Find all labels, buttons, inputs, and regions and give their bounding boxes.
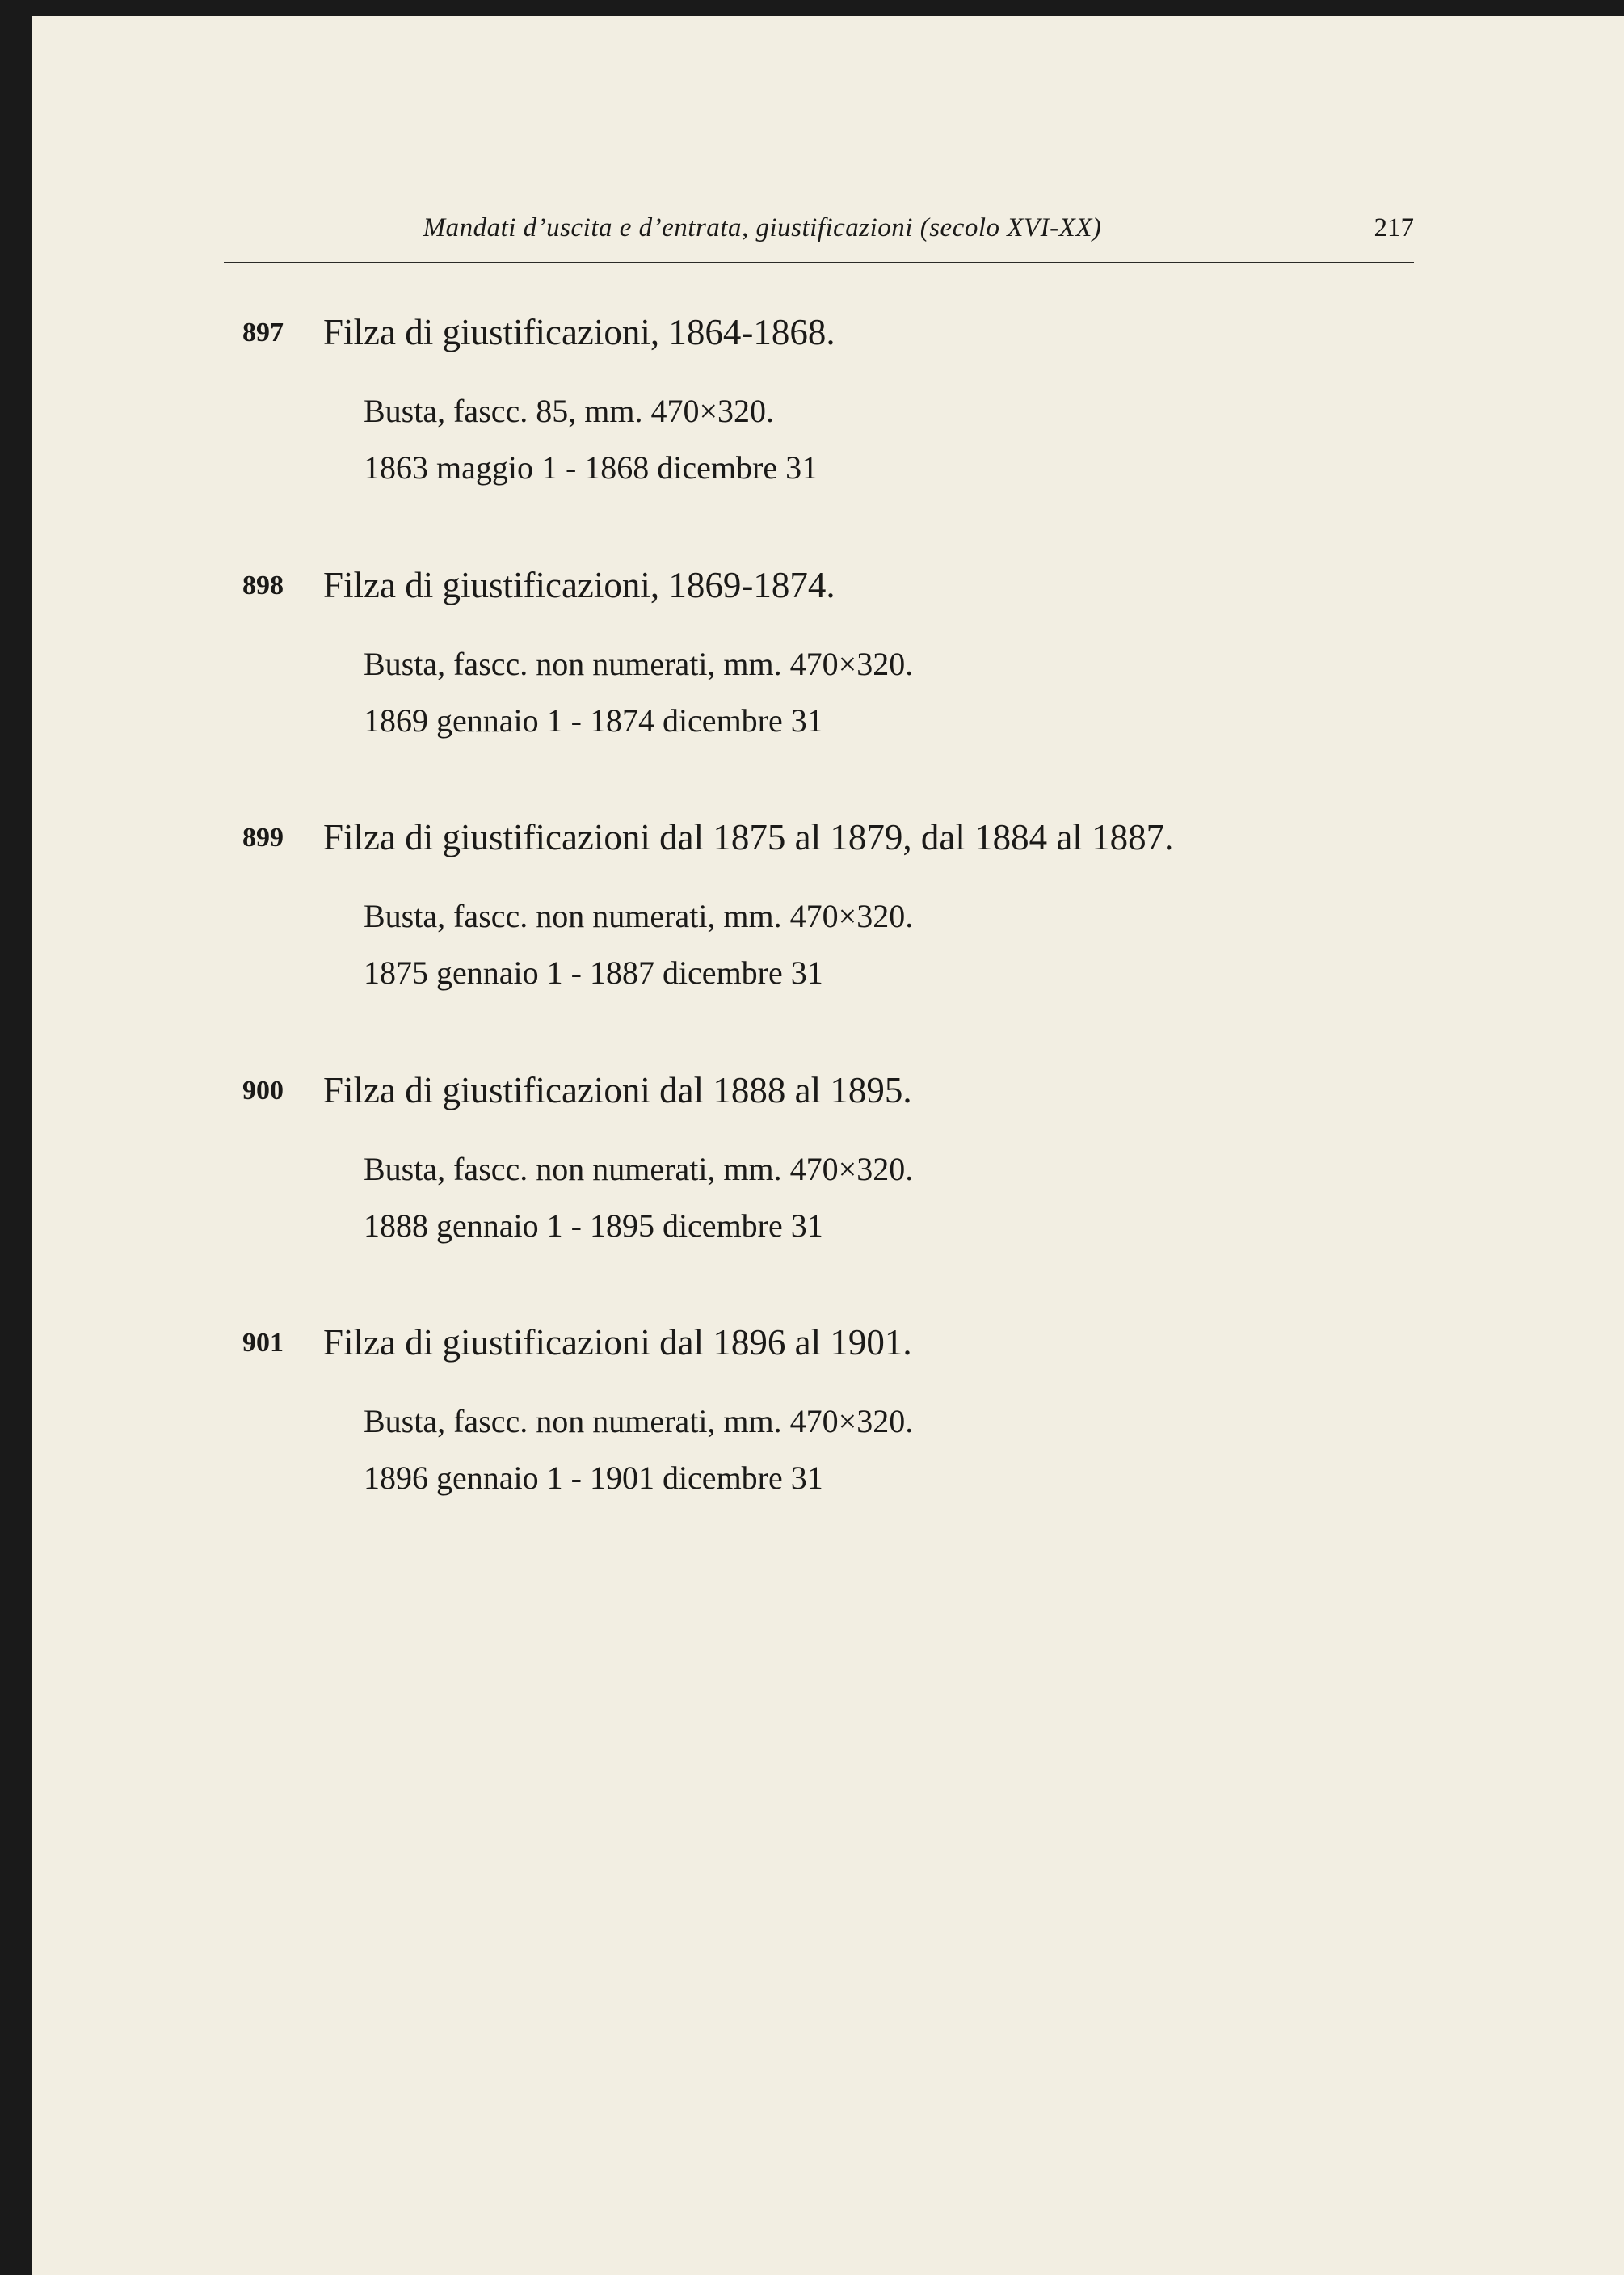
- running-header: [224, 209, 1414, 263]
- entry-number: 900: [242, 1076, 284, 1106]
- archive-entry: [242, 564, 1374, 739]
- book-page: [32, 16, 1624, 2275]
- entry-dates: 1875 gennaio 1 - 1887 dicembre 31: [364, 954, 823, 991]
- entry-description: Busta, fascc. non numerati, mm. 470×320.: [364, 898, 914, 934]
- entry-dates: 1869 gennaio 1 - 1874 dicembre 31: [364, 702, 823, 739]
- running-title: Mandati d’uscita e d’entrata, giustificazioni (secolo XVI-XX): [423, 213, 1102, 242]
- entry-title: Filza di giustificazioni dal 1896 al 1901.: [323, 1322, 912, 1363]
- entry-number: 899: [242, 823, 284, 853]
- entry-description: Busta, fascc. 85, mm. 470×320.: [364, 393, 775, 429]
- entry-dates: 1888 gennaio 1 - 1895 dicembre 31: [364, 1207, 823, 1244]
- page-number: 217: [1374, 213, 1414, 242]
- entry-title: Filza di giustificazioni dal 1875 al 1879, dal 1884 al 1887.: [323, 817, 1174, 857]
- archive-entry: [242, 1321, 1374, 1496]
- entry-description: Busta, fascc. non numerati, mm. 470×320.: [364, 646, 914, 682]
- archive-entry: [242, 816, 1374, 991]
- entry-description: Busta, fascc. non numerati, mm. 470×320.: [364, 1151, 914, 1187]
- entry-number: 901: [242, 1328, 284, 1358]
- entry-title: Filza di giustificazioni, 1864-1868.: [323, 312, 835, 352]
- entry-number: 897: [242, 318, 284, 348]
- entry-dates: 1863 maggio 1 - 1868 dicembre 31: [364, 449, 818, 486]
- entry-description: Busta, fascc. non numerati, mm. 470×320.: [364, 1403, 914, 1439]
- archive-entry: [242, 1069, 1374, 1244]
- entry-dates: 1896 gennaio 1 - 1901 dicembre 31: [364, 1460, 823, 1496]
- archive-entry: [242, 311, 1374, 486]
- entry-title: Filza di giustificazioni, 1869-1874.: [323, 565, 835, 605]
- entry-title: Filza di giustificazioni dal 1888 al 1895.: [323, 1070, 912, 1110]
- entry-number: 898: [242, 571, 284, 600]
